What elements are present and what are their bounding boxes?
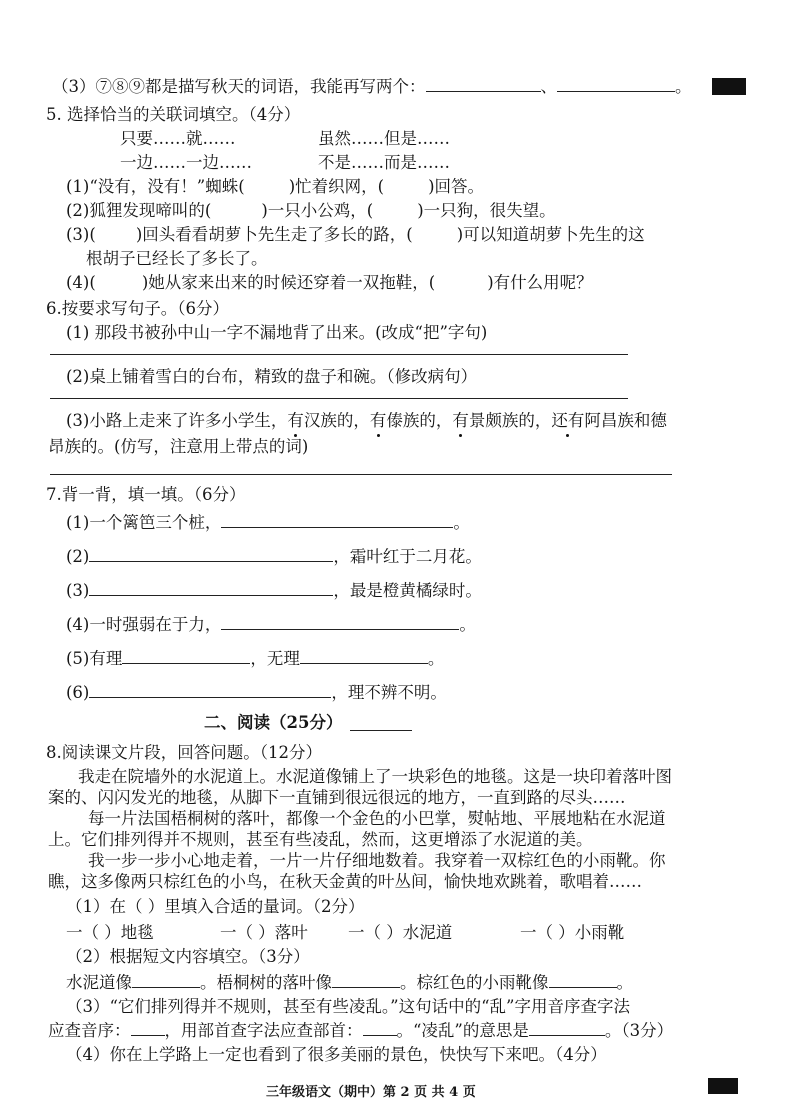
q7-line-2: (2) ，霜叶红于二月花。 — [66, 547, 482, 566]
dotted-word-4: 还有 — [551, 411, 585, 430]
page-footer: 三年级语文（期中）第 2 页 共 4 页 — [266, 1085, 476, 1100]
q5-option-1: 只要……就…… — [120, 129, 236, 148]
q4-3-line: （3）⑦⑧⑨都是描写秋天的词语，我能再写两个： 、 。 — [52, 77, 692, 96]
q8-para-2-cont: 上。它们排列得并不规则，甚至有些凌乱，然而，这更增添了水泥道的美。 — [48, 830, 593, 849]
q7-line-5: (5)有理 ，无理 。 — [66, 649, 445, 668]
q8-question-3: （3）“它们排列得并不规则，甚至有些凌乱。”这句话中的“乱”字用音序查字法 — [66, 997, 630, 1016]
q8-q2-answer: 水泥道像 。梧桐树的落叶像 。棕红色的小雨靴像 。 — [66, 973, 633, 992]
q8-question-4: （4）你在上学路上一定也看到了很多美丽的景色，快快写下来吧。（4分） — [66, 1045, 607, 1064]
q8-question-2: （2）根据短文内容填空。（3分） — [66, 947, 310, 966]
dotted-word-1: 有 — [287, 411, 304, 430]
q6-sentence-1: (1) 那段书被孙中山一字不漏地背了出来。(改成“把”字句) — [66, 323, 488, 342]
section-2-underline — [350, 730, 412, 731]
q6-sentence-3-cont: 昂族的。(仿写，注意用上带点的词) — [48, 437, 309, 456]
q5-sentence-3: (3)( )回头看看胡萝卜先生走了多长的路，( )可以知道胡萝卜先生的这 — [66, 225, 645, 244]
q5-sentence-4: (4)( )她从家来出来的时候还穿着一双拖鞋，( )有什么用呢？ — [66, 273, 593, 292]
q7-title: 7.背一背，填一填。（6分） — [46, 485, 246, 504]
q8-q2-blank-1[interactable] — [132, 972, 200, 988]
q5-title: 5. 选择恰当的关联词填空。（4分） — [46, 105, 301, 124]
q8-para-3: 我一步一步小心地走着，一片一片仔细地数着。我穿着一双棕红色的小雨靴。你 — [88, 851, 666, 870]
q7-blank-5b[interactable] — [300, 648, 428, 664]
q8-question-3-cont: 应查音序： ，用部首查字法应查部首： 。“凌乱”的意思是 。（3分） — [48, 1021, 674, 1040]
q5-sentence-1: (1)“没有，没有！”蜘蛛( )忙着织网，( )回答。 — [66, 177, 484, 196]
q6-answer-line-3[interactable] — [50, 474, 672, 475]
q5-option-3: 一边……一边…… — [120, 153, 252, 172]
q7-blank-4[interactable] — [221, 614, 459, 630]
q8-q3-blank-1[interactable] — [131, 1020, 165, 1036]
q4-3-text: （3）⑦⑧⑨都是描写秋天的词语，我能再写两个： — [52, 77, 426, 96]
q5-option-4: 不是……而是…… — [318, 153, 450, 172]
q7-blank-3[interactable] — [89, 580, 333, 596]
q7-blank-1[interactable] — [221, 512, 453, 528]
q8-title: 8.阅读课文片段，回答问题。（12分） — [46, 743, 322, 762]
q7-blank-2[interactable] — [89, 546, 333, 562]
q7-line-6: (6) ，理不辨不明。 — [66, 683, 447, 702]
q8-q3-blank-3[interactable] — [529, 1020, 605, 1036]
q8-q2-blank-2[interactable] — [332, 972, 400, 988]
q7-line-4: (4)一时强弱在于力， 。 — [66, 615, 476, 634]
q7-blank-5a[interactable] — [122, 648, 250, 664]
q8-question-1: （1）在（ ）里填入合适的量词。（2分） — [66, 897, 365, 916]
dotted-word-3: 有 — [452, 411, 469, 430]
q6-sentence-3: (3)小路上走来了许多小学生，有汉族的，有傣族的，有景颇族的，还有阿昌族和德 — [66, 411, 667, 430]
q8-q2-blank-3[interactable] — [549, 972, 617, 988]
q8-para-1: 我走在院墙外的水泥道上。水泥道像铺上了一块彩色的地毯。这是一块印着落叶图 — [78, 767, 672, 786]
q6-answer-line-2[interactable] — [50, 398, 628, 399]
q7-line-1: (1)一个篱笆三个桩， 。 — [66, 513, 470, 532]
q8-q3-blank-2[interactable] — [363, 1020, 397, 1036]
q4-3-blank-2[interactable] — [557, 76, 675, 92]
q8-q1-item-3[interactable]: 一（ ）水泥道 — [348, 923, 453, 942]
q8-para-3-cont: 瞧，这多像两只棕红色的小鸟，在秋天金黄的叶丛间，愉快地欢跳着，歌唱着…… — [48, 872, 642, 891]
q8-para-1-cont: 案的、闪闪发光的地毯，从脚下一直铺到很远很远的地方，一直到路的尽头…… — [48, 788, 626, 807]
corner-mark-bottom — [708, 1078, 738, 1094]
q5-option-2: 虽然……但是…… — [318, 129, 450, 148]
q4-3-blank-1[interactable] — [426, 76, 541, 92]
q8-q1-item-2[interactable]: 一（ ）落叶 — [220, 923, 308, 942]
section-2-heading: 二、阅读（25分） — [204, 713, 343, 732]
q8-q1-item-4[interactable]: 一（ ）小雨靴 — [520, 923, 625, 942]
q5-sentence-3-cont: 根胡子已经长了多长了。 — [86, 249, 268, 268]
q6-title: 6.按要求写句子。（6分） — [46, 299, 229, 318]
dotted-word-2: 有 — [369, 411, 387, 430]
q8-para-2: 每一片法国梧桐树的落叶，都像一个金色的小巴掌，熨帖地、平展地粘在水泥道 — [88, 809, 666, 828]
q8-q1-item-1[interactable]: 一（ ）地毯 — [66, 923, 154, 942]
q6-sentence-2: (2)桌上铺着雪白的台布，精致的盘子和碗。（修改病句） — [66, 367, 478, 386]
corner-mark-top — [712, 78, 746, 95]
q6-answer-line-1[interactable] — [50, 354, 628, 355]
q7-blank-6[interactable] — [89, 682, 331, 698]
q5-sentence-2: (2)狐狸发现啼叫的( )一只小公鸡，( )一只狗，很失望。 — [66, 201, 556, 220]
q7-line-3: (3) ，最是橙黄橘绿时。 — [66, 581, 482, 600]
